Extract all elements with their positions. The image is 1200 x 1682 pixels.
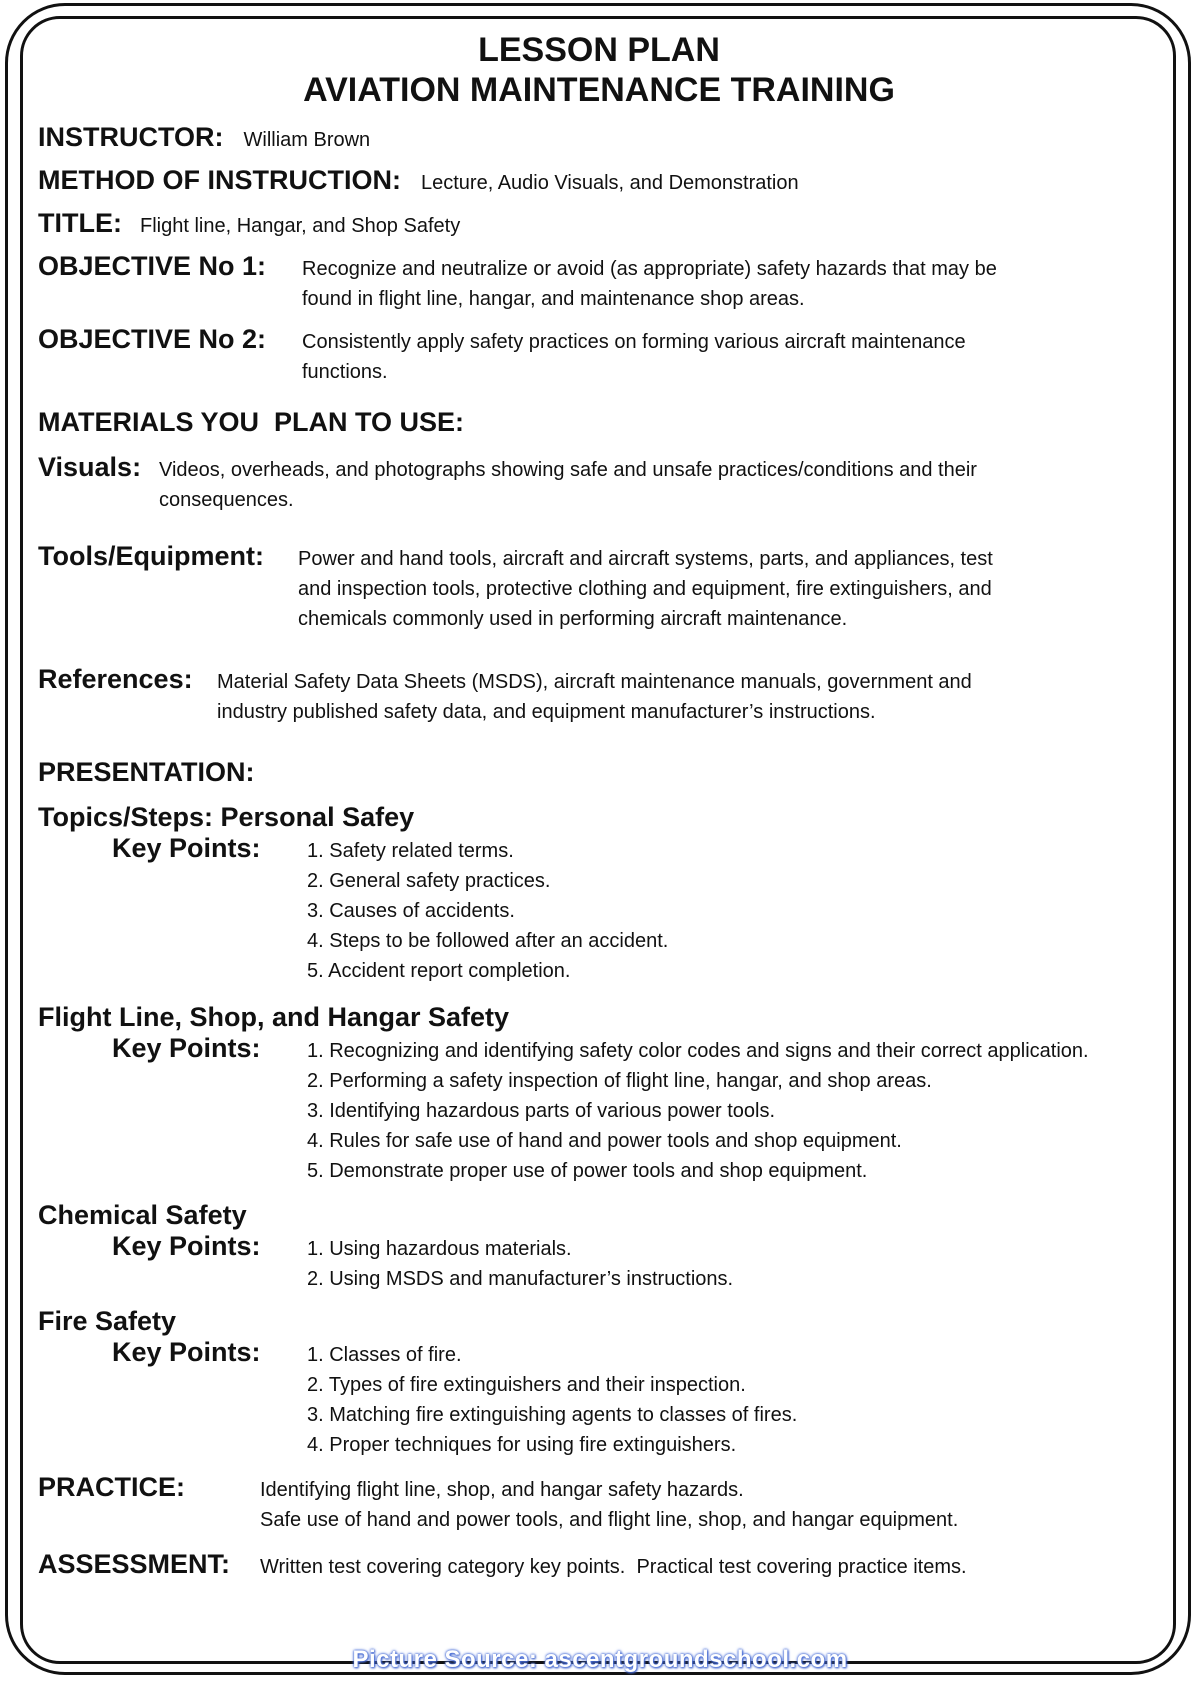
key-point-item: 2. Types of fire extinguishers and their inspection. [307, 1374, 746, 1396]
visuals-line-2: consequences. [159, 489, 294, 511]
practice-line-1: Identifying flight line, shop, and hangar safety hazards. [260, 1479, 744, 1501]
practice-label: PRACTICE: [38, 1472, 185, 1502]
instructor-label: INSTRUCTOR: [38, 122, 224, 152]
key-point-item: 2. General safety practices. [307, 870, 551, 892]
key-points-label: Key Points: [112, 1231, 261, 1261]
practice-line-2: Safe use of hand and power tools, and flight line, shop, and hangar equipment. [260, 1509, 959, 1531]
practice-row [38, 1472, 1168, 1535]
objective-1-text [302, 254, 997, 314]
objective-2-line-2: functions. [302, 361, 388, 383]
key-points-list [307, 1340, 797, 1460]
topic-heading: Fire Safety [38, 1306, 177, 1336]
key-point-item: 3. Causes of accidents. [307, 900, 515, 922]
tools-text [298, 544, 993, 634]
materials-heading: MATERIALS YOU PLAN TO USE: [38, 407, 465, 437]
tools-row [38, 541, 1168, 634]
title-line-1: LESSON PLAN [478, 31, 720, 69]
key-point-item: 1. Safety related terms. [307, 840, 514, 862]
tools-label: Tools/Equipment: [38, 541, 264, 571]
objective-2-text [302, 327, 966, 387]
references-label: References: [38, 664, 193, 694]
title-label: TITLE: [38, 208, 122, 238]
assessment-value: Written test covering category key points. Practical test covering practice items. [260, 1556, 967, 1578]
key-point-item: 5. Accident report completion. [307, 960, 571, 982]
key-point-item: 4. Rules for safe use of hand and power tools and shop equipment. [307, 1130, 902, 1152]
key-point-item: 1. Recognizing and identifying safety color codes and signs and their correct application. [307, 1040, 1089, 1062]
key-point-item: 5. Demonstrate proper use of power tools and shop equipment. [307, 1160, 868, 1182]
title-row [38, 208, 1168, 241]
objective-1-row [38, 251, 1168, 314]
key-point-item: 3. Identifying hazardous parts of various power tools. [307, 1100, 776, 1122]
assessment-label: ASSESSMENT: [38, 1549, 231, 1579]
references-line-2: industry published safety data, and equipment manufacturer’s instructions. [217, 701, 876, 723]
objective-2-label: OBJECTIVE No 2: [38, 324, 267, 354]
method-label: METHOD OF INSTRUCTION: [38, 165, 401, 195]
objective-1-label: OBJECTIVE No 1: [38, 251, 267, 281]
tools-line-3: chemicals commonly used in performing aircraft maintenance. [298, 608, 848, 630]
method-value: Lecture, Audio Visuals, and Demonstration [420, 172, 799, 194]
instructor-row [38, 122, 1168, 155]
key-points-list [307, 1036, 1089, 1186]
instructor-value: William Brown [243, 129, 371, 151]
topic-heading: Topics/Steps: Personal Safey [38, 802, 415, 832]
document-body [38, 30, 1168, 1582]
key-points-label: Key Points: [112, 1337, 261, 1367]
practice-text [260, 1475, 958, 1535]
topic-heading: Flight Line, Shop, and Hangar Safety [38, 1002, 510, 1032]
objective-2-row [38, 324, 1168, 387]
key-point-item: 1. Classes of fire. [307, 1344, 462, 1366]
title-line-2: AVIATION MAINTENANCE TRAINING [303, 71, 895, 109]
topics-list [38, 802, 1168, 1460]
key-point-item: 3. Matching fire extinguishing agents to classes of fires. [307, 1404, 798, 1426]
topic-section [38, 1002, 1168, 1186]
topic-section [38, 1200, 1168, 1294]
visuals-text [159, 455, 977, 515]
key-points-row [38, 1231, 1168, 1294]
tools-line-2: and inspection tools, protective clothing and equipment, fire extinguishers, and [298, 578, 992, 600]
topic-section [38, 802, 1168, 986]
assessment-row [38, 1549, 1168, 1582]
key-point-item: 4. Proper techniques for using fire extinguishers. [307, 1434, 737, 1456]
key-point-item: 2. Using MSDS and manufacturer’s instructions. [307, 1268, 734, 1290]
key-points-row [38, 833, 1168, 986]
tools-line-1: Power and hand tools, aircraft and aircraft systems, parts, and appliances, test [298, 548, 993, 570]
key-points-list [307, 836, 668, 986]
key-point-item: 4. Steps to be followed after an accident. [307, 930, 669, 952]
topic-heading: Chemical Safety [38, 1200, 247, 1230]
objective-2-line-1: Consistently apply safety practices on forming various aircraft maintenance [302, 331, 966, 353]
objective-1-line-1: Recognize and neutralize or avoid (as appropriate) safety hazards that may be [302, 258, 997, 280]
key-points-list [307, 1234, 733, 1294]
references-text [217, 667, 972, 727]
key-points-label: Key Points: [112, 833, 261, 863]
method-row [38, 165, 1168, 198]
presentation-heading: PRESENTATION: [38, 757, 255, 787]
document-title [30, 30, 1168, 110]
visuals-line-1: Videos, overheads, and photographs showing safe and unsafe practices/conditions and their [159, 459, 977, 481]
key-point-item: 2. Performing a safety inspection of flight line, hangar, and shop areas. [307, 1070, 932, 1092]
objective-1-line-2: found in flight line, hangar, and maintenance shop areas. [302, 288, 805, 310]
key-points-row [38, 1033, 1168, 1186]
title-value: Flight line, Hangar, and Shop Safety [139, 215, 461, 237]
references-line-1: Material Safety Data Sheets (MSDS), aircraft maintenance manuals, government and [217, 671, 972, 693]
visuals-row [38, 452, 1168, 515]
key-point-item: 1. Using hazardous materials. [307, 1238, 572, 1260]
topic-section [38, 1306, 1168, 1460]
key-points-label: Key Points: [112, 1033, 261, 1063]
key-points-row [38, 1337, 1168, 1460]
references-row [38, 664, 1168, 727]
visuals-label: Visuals: [38, 452, 142, 482]
picture-source-watermark: Picture Source: ascentgroundschool.com [352, 1646, 848, 1673]
